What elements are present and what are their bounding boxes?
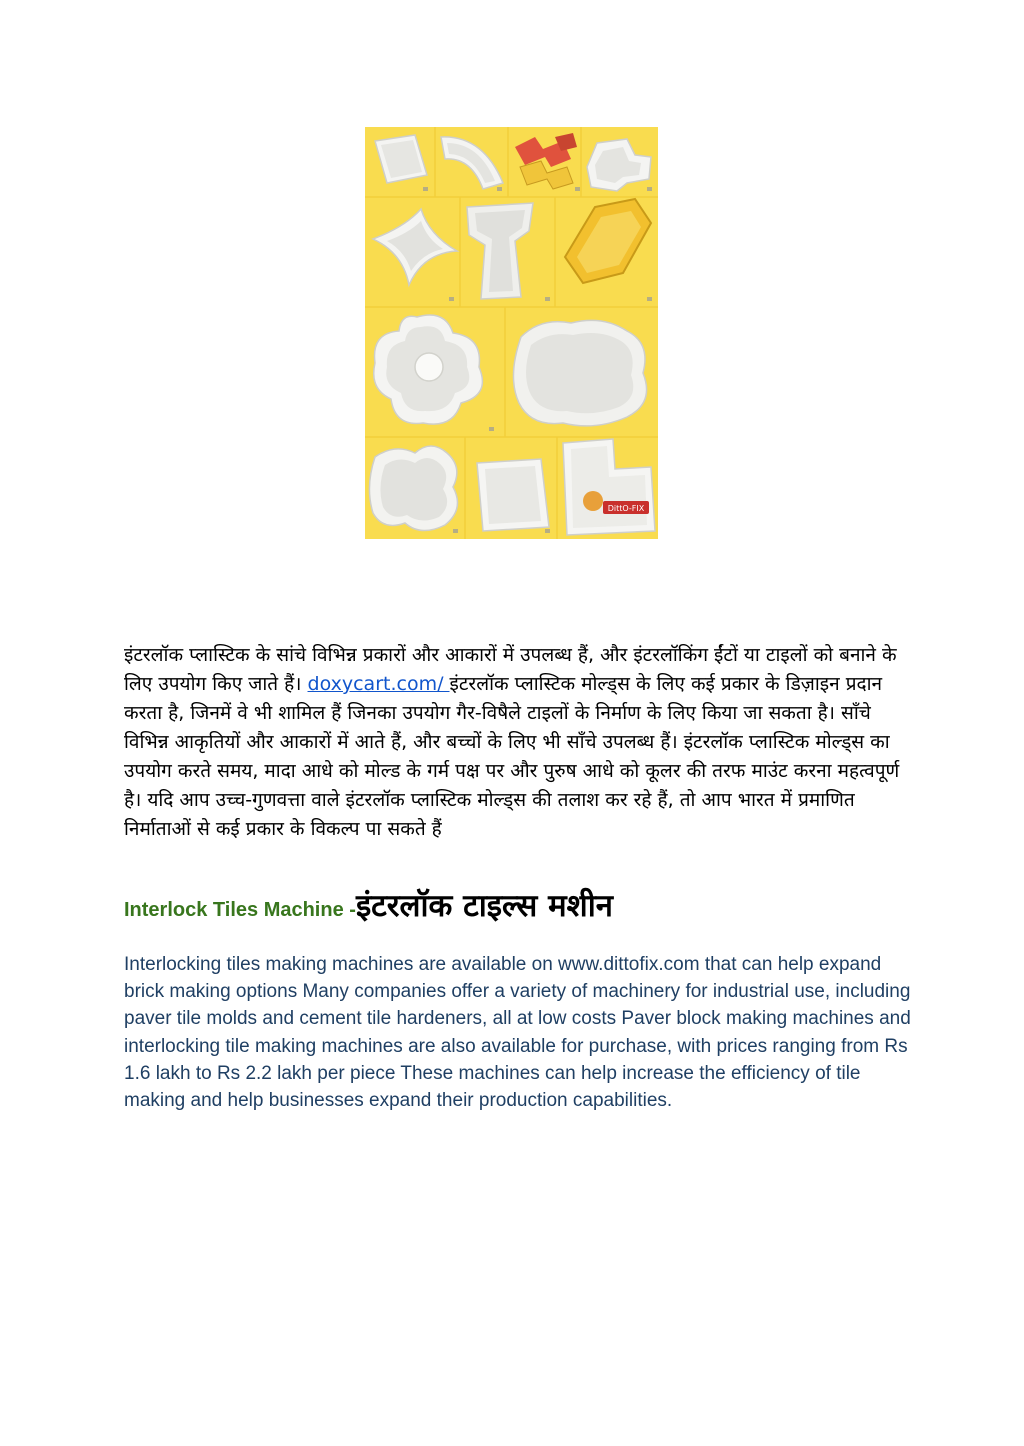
heading-hindi: इंटरलॉक टाइल्स मशीन — [355, 888, 613, 924]
section-heading — [124, 884, 924, 932]
hindi-description-paragraph — [124, 641, 914, 844]
hindi-para-part2: इंटरलॉक प्लास्टिक मोल्ड्स के लिए कई प्रकार के डिज़ाइन प्रदान करता है, जिनमें वे भी शामिल हैं जिनका उपयोग गैर-विषैले टाइलों के निर्माण के लिए किया जा सकता है। साँचे विभिन्न आकृतियों और आकारों में आते हैं, और बच्चों के लिए भी साँचे उपलब्ध हैं। इंटरलॉक प्लास्टिक मोल्ड्स का उपयोग करते समय, मादा आधे को मोल्ड के गर्म पक्ष पर और पुरुष आधे को कूलर की तरफ माउंट करना महत्वपूर्ण है। यदि आप उच्च-गुणवत्ता वाले इंटरलॉक प्लास्टिक मोल्ड्स की तलाश कर रहे हैं, तो आप भारत में प्रमाणित निर्माताओं से कई प्रकार के विकल्प पा सकते हैं — [124, 673, 900, 840]
wavy-square-mold — [513, 320, 646, 426]
puzzle-mold — [369, 446, 457, 531]
heading-english: Interlock Tiles Machine - — [124, 899, 356, 921]
square-box-mold — [477, 459, 549, 531]
hindi-para-part1: इंटरलॉक प्लास्टिक के सांचे विभिन्न प्रकारों और आकारों में उपलब्ध हैं, और इंटरलॉकिंग ईंटों या टाइलों को बनाने के लिए उपयोग किए जाते हैं। — [124, 644, 897, 695]
plastic-mold-collage-image — [365, 127, 658, 539]
dittofix-logo-text: DittO-FIX — [607, 504, 645, 513]
english-description-paragraph: Interlocking tiles making machines are available on www.dittofix.com that can help expand brick making options Many companies offer a variety of machinery for industrial use, including paver tile molds and cement tile hardeners, all at low costs Paver block making machines and interlocking tile making machines are also available for purchase, with prices ranging from Rs 1.6 lakh to Rs 2.2 lakh per piece These machines can help increase the efficiency of tile making and help businesses expand their production capabilities. — [124, 954, 911, 1112]
doxycart-link[interactable]: doxycart.com/ — [307, 673, 450, 695]
